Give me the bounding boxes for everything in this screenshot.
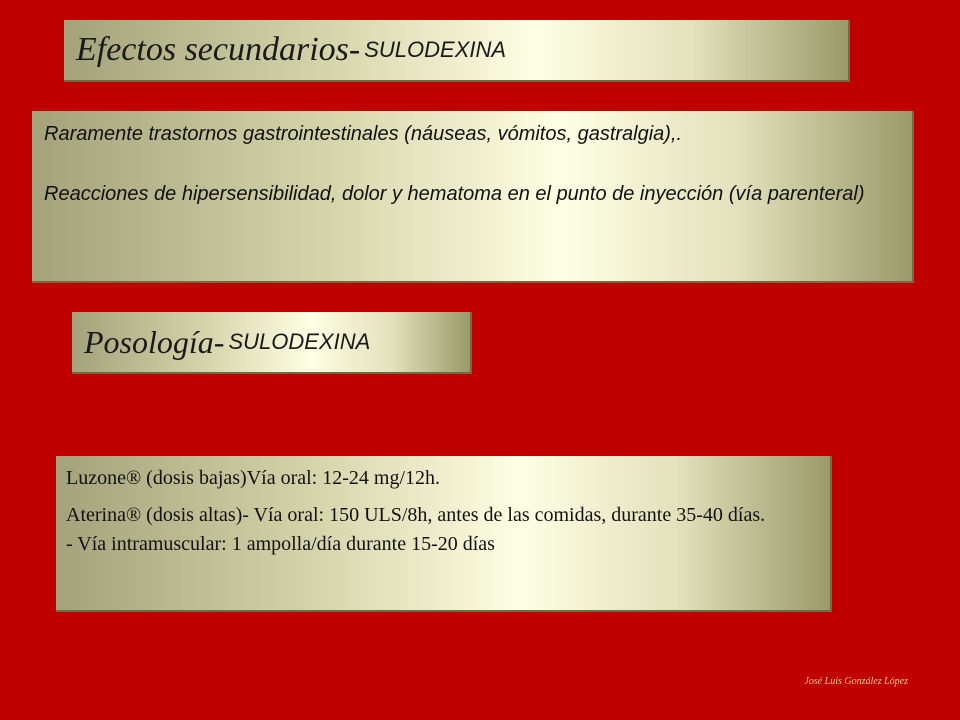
side-effects-title-box	[64, 20, 850, 82]
dosage-line-luzone: Luzone® (dosis bajas)Vía oral: 12-24 mg/12h.	[66, 467, 441, 489]
dosage-lines-aterina	[66, 501, 820, 559]
dosage-drug-name: SULODEXINA	[228, 329, 371, 354]
dosage-box	[56, 456, 832, 612]
side-effects-drug-name: SULODEXINA	[364, 37, 507, 62]
author-signature: José Luis González López	[804, 676, 908, 687]
side-effects-title: Efectos secundarios-	[76, 31, 361, 68]
side-effects-box	[32, 111, 914, 283]
dosage-line-aterina-oral: Aterina® (dosis altas)- Vía oral: 150 ULS/8h, antes de las comidas, durante 35-40 días.	[66, 504, 766, 526]
dosage-title: Posología-	[84, 323, 225, 360]
side-effects-paragraph-gastro: Raramente trastornos gastrointestinales (náuseas, vómitos, gastralgia),.	[44, 123, 683, 145]
side-effects-paragraph-hypersensitivity: Reacciones de hipersensibilidad, dolor y hematoma en el punto de inyección (vía parenteral)	[44, 183, 865, 205]
dosage-line-aterina-im: - Vía intramuscular: 1 ampolla/día durante 15-20 días	[66, 533, 495, 555]
dosage-title-box	[72, 312, 472, 374]
